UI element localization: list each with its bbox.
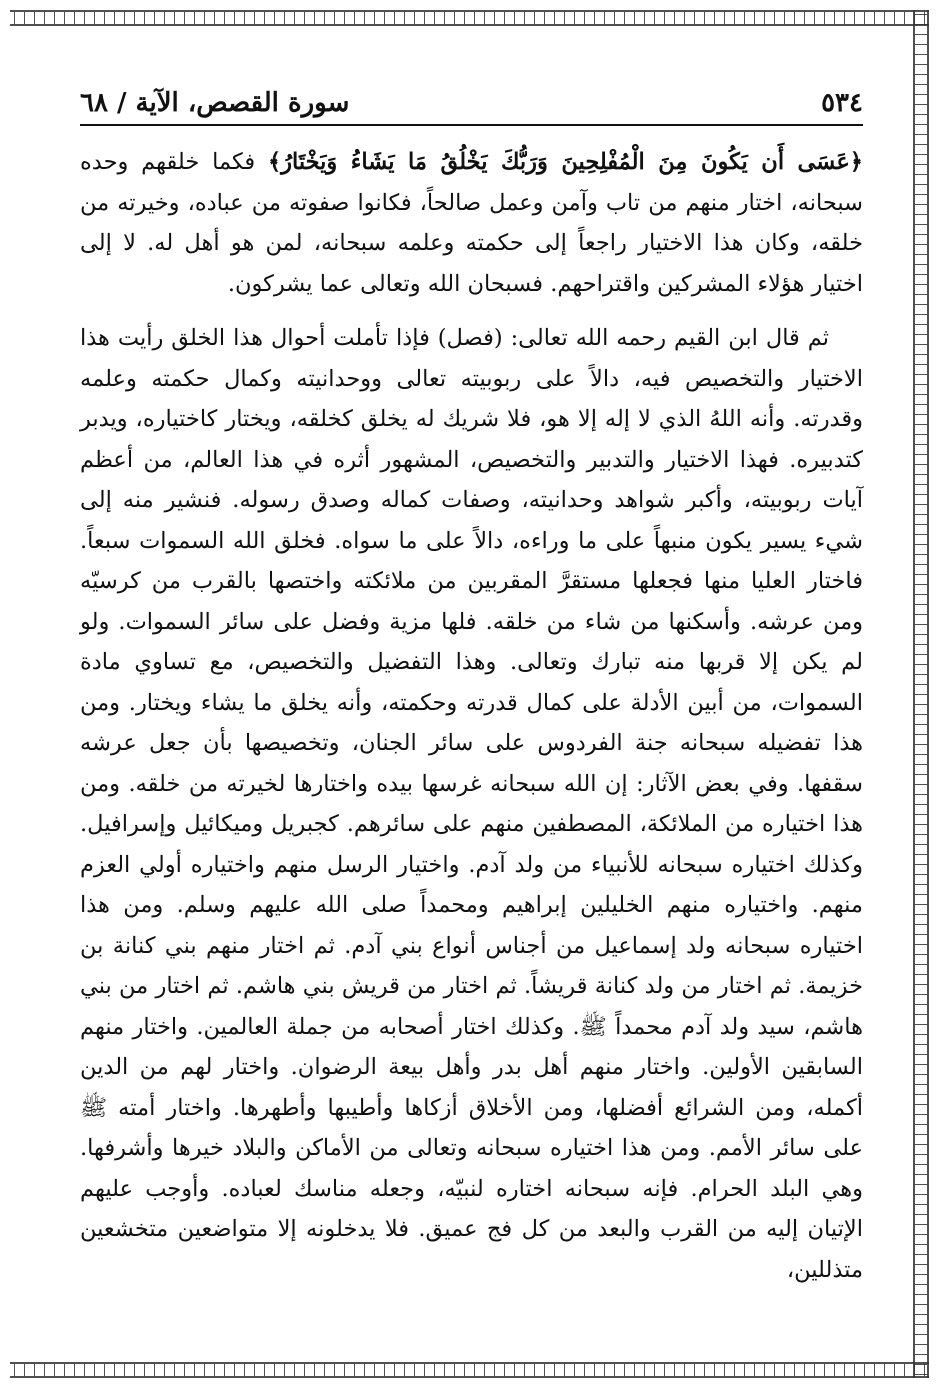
border-right — [913, 10, 929, 1378]
paragraph-2 — [80, 318, 863, 1290]
border-bottom — [10, 1362, 929, 1378]
page-number: ٥٣٤ — [821, 88, 863, 118]
surah-title: سورة القصص، الآية / ٦٨ — [80, 88, 350, 118]
page-body — [80, 142, 863, 1290]
paragraph-text: فكما خلقهم وحده سبحانه، اختار منهم من تاب وآمن وعمل صالحاً، فكانوا صفوته من عباده، وخيرته من خلقه، وكان هذا الاختيار راجعاً إلى حكمته وعلمه سبحانه، لمن هو أهل له. لا إلى اختيار هؤلاء المشركين واقتراحهم. فسبحان الله وتعالى عما يشركون. — [80, 149, 863, 297]
paragraph-text: ثم قال ابن القيم رحمه الله تعالى: (فصل) فإذا تأملت أحوال هذا الخلق رأيت هذا الاختيار والتخصيص فيه، دالاً على ربوبيته تعالى ووحدانيته وكمال حكمته وعلمه وقدرته. وأنه اللهُ الذي لا إله إلا هو، فلا شريك له يخلق كخلقه، ويختار كاختياره، ويدبر كتدبيره. فهذا الاختيار والتدبير والتخصيص، المشهور أثره في هذا العالم، من أعظم آيات ربوبيته، وأكبر شواهد وحدانيته، وصفات كماله وصدق رسوله. فنشير منه إلى شيء يسير يكون منبهاً على ما وراءه، دالاً على ما سواه. فخلق الله السموات سبعاً. فاختار العليا منها فجعلها مستقرَّ المقربين من ملائكته واختصها بالقرب من كرسيّه ومن عرشه. وأسكنها من شاء من خلقه. فلها مزية وفضل على سائر السموات. ولو لم يكن إلا قربها منه تبارك وتعالى. وهذا التفضيل والتخصيص، مع تساوي مادة السموات، من أبين الأدلة على كمال قدرته وحكمته، وأنه يخلق ما يشاء ويختار. ومن هذا تفضيله سبحانه جنة الفردوس على سائر الجنان، وتخصيصها بأن جعل عرشه سقفها. وفي بعض الآثار: إن الله سبحانه غرسها بيده واختارها لخيرته من خلقه. ومن هذا اختياره من الملائكة، المصطفين منهم على سائرهم. كجبريل وميكائيل وإسرافيل. وكذلك اختياره سبحانه للأنبياء من ولد آدم. واختيار الرسل منهم واختياره أولي العزم منهم. واختياره منهم الخليلين إبراهيم ومحمداً صلى الله عليهم وسلم. ومن هذا اختياره سبحانه ولد إسماعيل من أجناس أنواع بني آدم. ثم اختار منهم بني كنانة بن خزيمة. ثم اختار من ولد كنانة قريشاً. ثم اختار من قريش بني هاشم. ثم اختار من بني هاشم، سيد ولد آدم محمداً ﷺ. وكذلك اختار أصحابه من جملة العالمين. واختار منهم السابقين الأولين. واختار منهم أهل بدر وأهل بيعة الرضوان. واختار لهم من الدين أكمله، ومن الشرائع أفضلها، ومن الأخلاق أزكاها وأطيبها وأطهرها. واختار أمته ﷺ على سائر الأمم. ومن هذا اختياره سبحانه وتعالى من الأماكن والبلاد خيرها وأشرفها. وهي البلد الحرام. فإنه سبحانه اختاره لنبيّه، وجعله مناسك لعباده. وأوجب عليهم الإتيان إليه من القرب والبعد من كل فج عميق. فلا يدخلونه إلا متواضعين متخشعين متذللين، — [80, 325, 863, 1283]
border-top — [10, 10, 929, 26]
page-header — [80, 72, 863, 126]
quran-verse: ﴿عَسَى أَن يَكُونَ مِنَ الْمُفْلِحِينَ وَرَبُّكَ يَخْلُقُ مَا يَشَاءُ وَيَخْتَارُ﴾ — [267, 149, 863, 175]
paragraph-1 — [80, 142, 863, 304]
